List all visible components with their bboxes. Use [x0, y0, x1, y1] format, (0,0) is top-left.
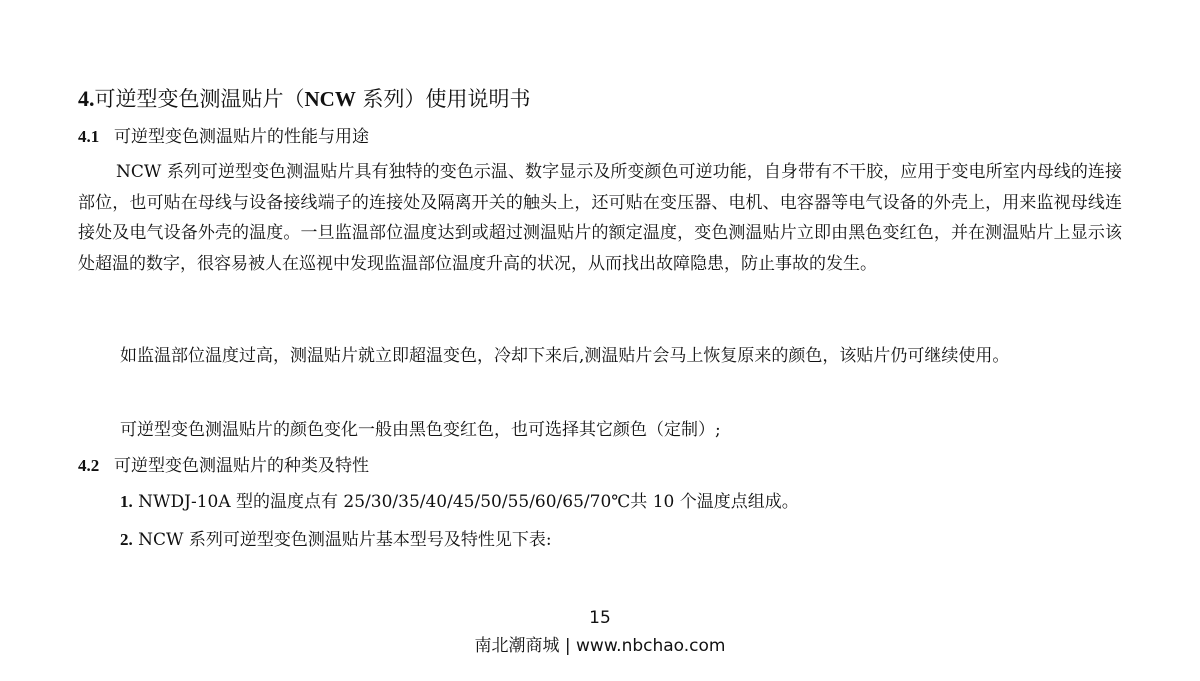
list-item-number: 2.	[120, 530, 133, 549]
title-brand: NCW	[304, 87, 356, 111]
list-item-text: NCW 系列可逆型变色测温贴片基本型号及特性见下表:	[132, 530, 552, 550]
paragraph-color-change: 可逆型变色测温贴片的颜色变化一般由黑色变红色，也可选择其它颜色（定制）;	[120, 420, 721, 440]
list-item-number: 1.	[120, 492, 133, 511]
list-item-2	[120, 527, 552, 553]
section-number: 4.2	[78, 456, 100, 475]
list-item-1	[120, 489, 799, 515]
section-title: 可逆型变色测温贴片的种类及特性	[114, 456, 369, 476]
section-title: 可逆型变色测温贴片的性能与用途	[114, 127, 369, 147]
document-title	[78, 84, 531, 114]
page-number: 15	[589, 608, 611, 628]
section-heading-4-1	[78, 124, 369, 150]
title-text-after: 系列）使用说明书	[355, 87, 531, 111]
paragraph-recovery: 如监温部位温度过高，测温贴片就立即超温变色，冷却下来后,测温贴片会马上恢复原来的颜色，该贴片仍可继续使用。	[120, 346, 1010, 366]
section-number: 4.1	[78, 127, 100, 146]
paragraph-performance: NCW 系列可逆型变色测温贴片具有独特的变色示温、数字显示及所变颜色可逆功能，自身带有不干胶，应用于变电所室内母线的连接部位，也可贴在母线与设备接线端子的连接处及隔离开关的触头上，还可贴在变压器、电机、电容器等电气设备的外壳上，用来监视母线连接处及电气设备外壳的温度。一旦监温部位温度达到或超过测温贴片的额定温度，变色测温贴片立即由黑色变红色，并在测温贴片上显示该处超温的数字，很容易被人在巡视中发现监温部位温度升高的状况，从而找出故障隐患，防止事故的发生。	[78, 162, 1122, 274]
title-text-before: 可逆型变色测温贴片（	[94, 87, 305, 111]
section-heading-4-2	[78, 453, 369, 479]
footer-site-link[interactable]: 南北潮商城 | www.nbchao.com	[474, 636, 726, 656]
title-number: 4.	[78, 86, 95, 111]
list-item-text: NWDJ-10A 型的温度点有 25/30/35/40/45/50/55/60/65/70℃共 10 个温度点组成。	[132, 492, 799, 512]
